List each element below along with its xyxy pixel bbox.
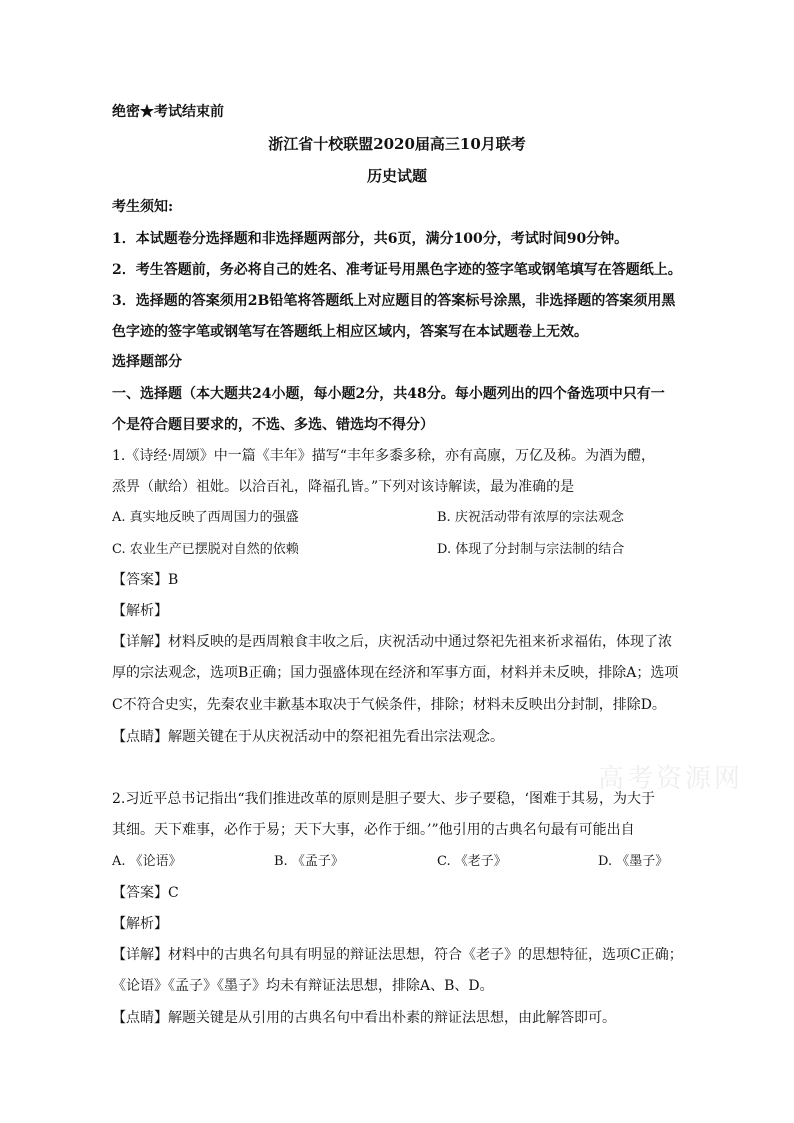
option-d: D. 体现了分封制与宗法制的结合 [437,542,625,557]
answer-line: 【答案】B [112,572,179,588]
note-text: 【点睛】解题关键是从引用的古典名句中看出朴素的辩证法思想，由此解答即可。 [112,1010,616,1026]
question-stem: 烝畀（献给）祖妣。以洽百礼，降福孔皆。”下列对该诗解读，最为准确的是 [112,479,575,495]
watermark: 高考资源网 [598,764,744,794]
exam-title: 浙江省十校联盟2020届高三10月联考 [268,135,526,153]
option-a: A. 《论语》 [112,854,182,869]
notice-item: 3．选择题的答案须用2B铅笔将答题纸上对应题目的答案标号涂黑，非选择题的答案须用黑 [112,293,676,309]
detail-text: 【详解】材料反映的是西周粮食丰收之后，庆祝活动中通过祭祀先祖来祈求福佑，体现了浓 [112,634,672,650]
notice-item: 1．本试题卷分选择题和非选择题两部分，共6页，满分100分，考试时间90分钟。 [112,231,629,247]
secret-label: 绝密★考试结束前 [112,104,224,120]
section-title: 选择题部分 [112,354,182,370]
notice-item: 色字迹的签字笔或钢笔写在答题纸上相应区域内，答案写在本试题卷上无效。 [112,324,588,340]
option-b: B. 《孟子》 [274,854,344,869]
option-b: B. 庆祝活动带有浓厚的宗法观念 [437,510,624,525]
option-d: D. 《墨子》 [598,854,669,869]
detail-text: 厚的宗法观念，选项B正确；国力强盛体现在经济和军事方面，材料并未反映，排除A；选项 [112,665,679,681]
option-c: C. 农业生产已摆脱对自然的依赖 [112,542,299,557]
section-instruction: 一、选择题（本大题共24小题，每小题2分，共48分。每小题列出的四个备选项中只有一 [112,386,665,402]
option-c: C. 《老子》 [437,854,507,869]
analysis-label: 【解析】 [112,603,168,619]
answer-line: 【答案】C [112,885,179,901]
notice-heading: 考生须知: [112,199,174,215]
section-instruction: 个是符合题目要求的，不选、多选、错选均不得分） [112,417,434,433]
note-text: 【点睛】解题关键在于从庆祝活动中的祭祀祖先看出宗法观念。 [112,729,504,745]
question-stem: 2.习近平总书记指出“我们推进改革的原则是胆子要大、步子要稳，‘图难于其易，为大于 [112,791,655,807]
detail-text: 《论语》《孟子》《墨子》均未有辩证法思想，排除A、B、D。 [112,978,494,994]
notice-item: 2．考生答题前，务必将自己的姓名、准考证号用黑色字迹的签字笔或钢笔填写在答题纸上。 [112,262,682,278]
option-a: A. 真实地反映了西周国力的强盛 [112,510,299,525]
detail-text: C不符合史实，先秦农业丰歉基本取决于气候条件，排除；材料未反映出分封制，排除D。 [112,697,666,713]
subject-title: 历史试题 [366,167,427,185]
detail-text: 【详解】材料中的古典名句具有明显的辩证法思想，符合《老子》的思想特征，选项C正确； [112,947,683,963]
analysis-label: 【解析】 [112,916,168,932]
question-stem: 其细。天下难事，必作于易；天下大事，必作于细。’”他引用的古典名句最有可能出自 [112,822,635,838]
question-stem: 1.《诗经·周颂》中一篇《丰年》描写“丰年多黍多稌，亦有高廪，万亿及秭。为酒为醴， [112,448,655,464]
